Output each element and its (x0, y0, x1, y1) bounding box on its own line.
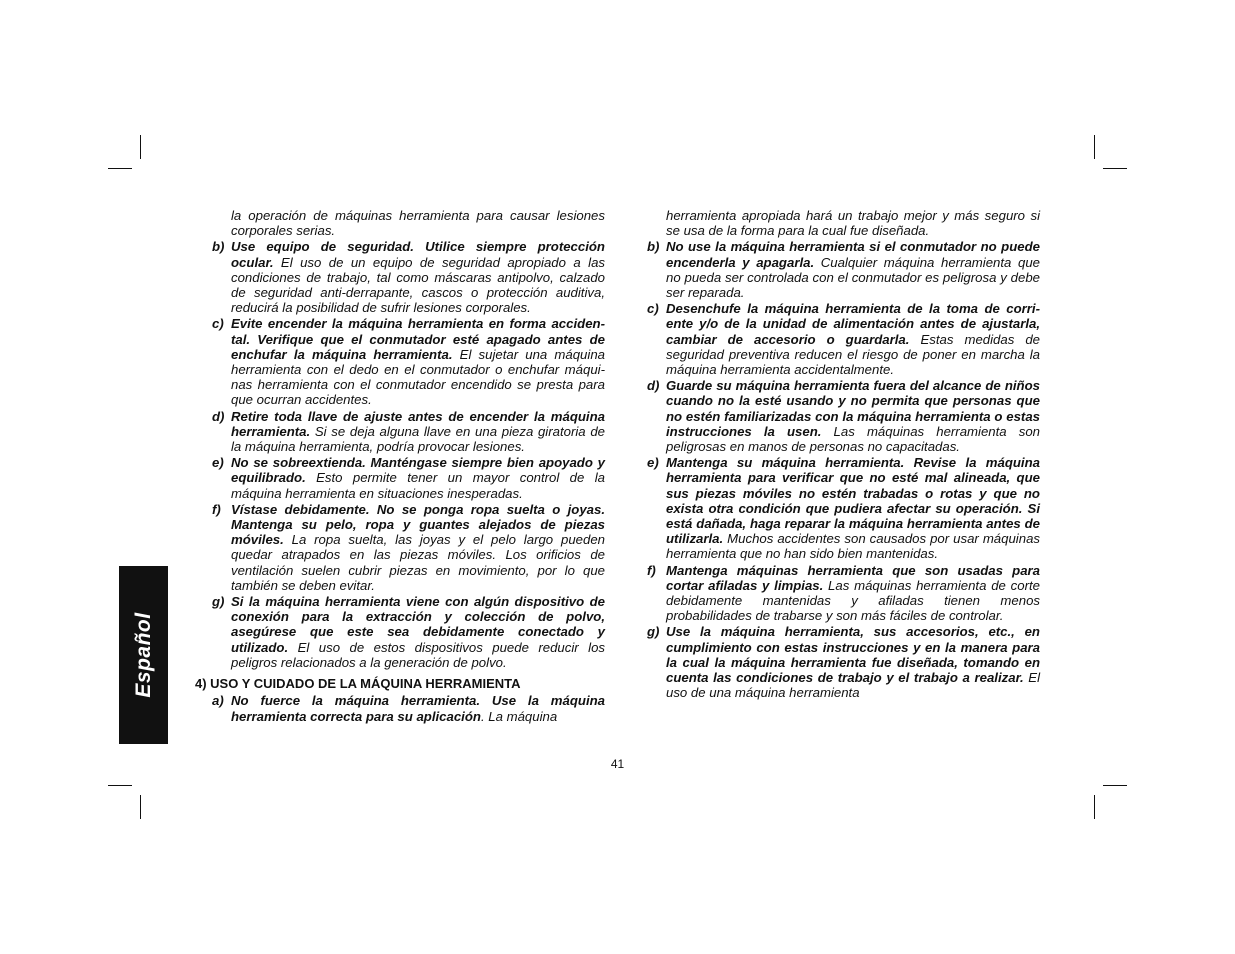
crop-mark (1094, 135, 1095, 159)
section-heading: 4) USO Y CUIDADO DE LA MÁQUINA HERRAMIENTA (195, 676, 521, 692)
intro-text: herramienta apropiada hará un trabajo mejor y más seguro si se usa de la forma para la cual fue diseñada. (666, 208, 1040, 239)
crop-mark (140, 135, 141, 159)
list-item: g) Si la máquina herramienta viene con algún dispositivo de conexión para la extracción y colección de polvo, asegúrese que este sea debidamente conectado y utilizado. El uso de estos dispositivos puede reducir los peligros relacionados a la generación de polvo. (212, 594, 605, 670)
page-number: 41 (610, 757, 625, 771)
list-item: d) Guarde su máquina herramienta fuera del alcance de niños cuando no la esté usando y no permita que personas que no estén familiarizadas con la máquina herramienta o estas instrucciones la usen. Las máquinas herramienta son peligrosas en manos de personas no capacitadas. (647, 378, 1040, 455)
list-item: b) No use la máquina herramienta si el conmutador no puede encenderla y apagarla. Cualquier máquina herramienta que no pueda ser controlada con el conmutador es peligrosa y debe ser reparada. (647, 239, 1040, 301)
list-item: a) No fuerce la máquina herramienta. Use la máquina herramienta correcta para su aplicación. La máquina (212, 693, 605, 724)
language-label: Español (131, 612, 155, 698)
crop-mark (140, 795, 141, 819)
list-item: e) No se sobreextienda. Manténgase siempre bien apoyado y equilibrado. Esto permite tener un mayor control de la máquina herramienta en situaciones inesperadas. (212, 455, 605, 501)
crop-mark (1103, 785, 1127, 786)
crop-mark (1103, 168, 1127, 169)
list-item: g) Use la máquina herramienta, sus accesorios, etc., en cumplimiento con estas instrucciones y en la manera para la cual la máquina herramienta fue diseñada, tomando en cuenta las condiciones de trabajo y el trabajo a realizar. El uso de una máquina herramienta (647, 624, 1041, 701)
crop-mark (1094, 795, 1095, 819)
list-item: d) Retire toda llave de ajuste antes de encender la máquina herramienta. Si se deja alguna llave en una pieza giratoria de la máquina herramienta, podría provocar lesiones. (212, 408, 605, 455)
crop-mark (108, 785, 132, 786)
list-item: c) Desenchufe la máquina herramienta de la toma de corriente y/o de la unidad de alimentación antes de ajustarla, cambiar de accesorio o guardarla. Estas medidas de seguridad preventiva reducen el riesgo de poner en marcha la máquina herramienta accidentalmente. (647, 301, 1040, 378)
list-item: b) Use equipo de seguridad. Utilice siempre protección ocular. El uso de un equipo de seguridad apropiado a las condiciones de trabajo, tal como máscaras antipolvo, calzado de seguridad anti-derrapante, cascos o protección auditiva, reducirá la posibilidad de sufrir lesiones corporales. (212, 239, 605, 316)
list-item: f) Mantenga máquinas herramienta que son usadas para cortar afiladas y limpias. Las máquinas herramienta de corte debidamente mantenidas y afiladas tienen menos probabilidades de trabarse y son más fáciles de controlar. (647, 562, 1040, 624)
list-item: f) Vístase debidamente. No se ponga ropa suelta o joyas. Mantenga su pelo, ropa y guantes alejados de piezas móviles. La ropa suelta, las joyas y el pelo largo pueden quedar atrapados en las piezas móviles. Los orificios de ventilación suelen cubrir piezas en movimiento, por lo que también se deben evitar. (212, 501, 605, 593)
list-item: e) Mantenga su máquina herramienta. Revise la máquina herramienta para verificar que no esté mal alineada, que sus piezas móviles no estén trabadas o rotas y que no exista otra condición que pudiera afectar su operación. Si está dañada, haga reparar la máquina herramienta antes de utilizarla. Muchos accidentes son causados por usar máquinas herramienta que no han sido bien mantenidas. (647, 455, 1040, 562)
left-column (195, 208, 605, 725)
right-column (630, 208, 1040, 702)
crop-mark (108, 168, 132, 169)
list-item: c) Evite encender la máquina herramienta en forma accidental. Verifique que el conmutador esté apagado antes de enchufar la máquina herramienta. El sujetar una máquina herramienta con el dedo en el conmutador o enchufar máquinas herramienta con el conmutador encendido se presta para que ocurran accidentes. (212, 316, 605, 408)
language-side-tab (119, 566, 168, 744)
intro-text: la operación de máquinas herramienta para causar lesiones corporales serias. (231, 208, 605, 239)
